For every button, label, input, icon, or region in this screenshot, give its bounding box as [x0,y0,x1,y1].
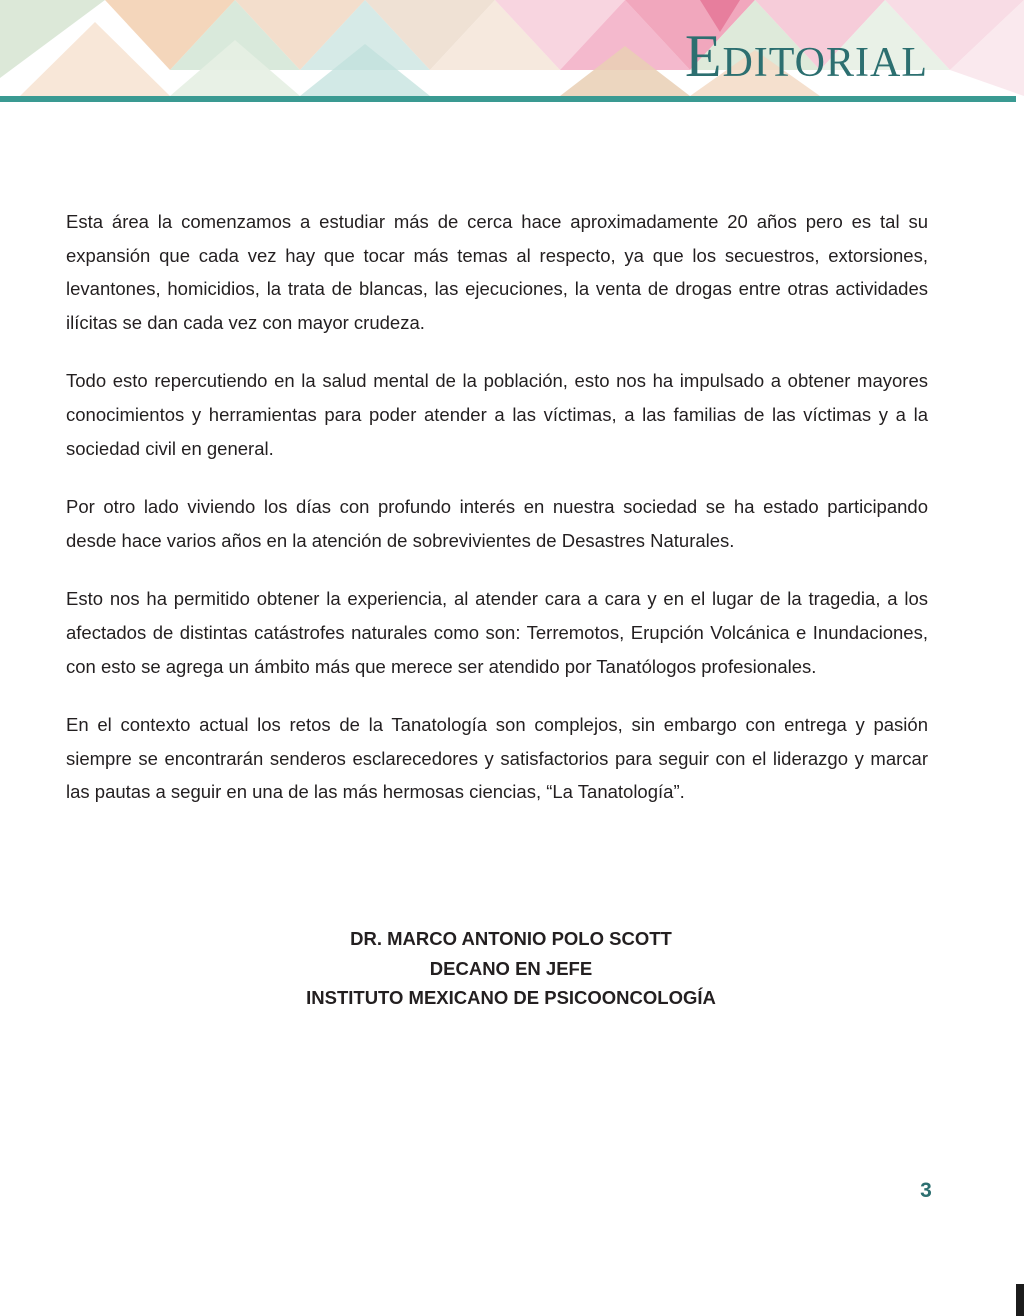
author-role: DECANO EN JEFE [429,957,593,979]
paragraph-3: Por otro lado viviendo los días con profundo interés en nuestra sociedad se ha estado participando desde hace varios años en la atención de sobrevivientes de Desastres Naturales. [66,496,928,551]
paragraph-2: Todo esto repercutiendo en la salud mental de la población, esto nos ha impulsado a obtener mayores conocimientos y herramientas para poder atender a las víctimas, a las familias de las víctimas y a la sociedad civil en general. [66,370,928,459]
signature-block [66,924,956,1013]
author-institution: INSTITUTO MEXICANO DE PSICOONCOLOGÍA [306,987,716,1008]
header-divider [0,96,1016,102]
paragraph-1: Esta área la comenzamos a estudiar más de cerca hace aproximadamente 20 años pero es tal su expansión que cada vez hay que tocar más temas al respecto, ya que los secuestros, extorsiones, levantones, homicidios, la trata de blancas, las ejecuciones, la venta de drogas entre otras actividades ilícitas se dan cada vez con mayor crudeza. [66,211,928,333]
page-edge-mark [1016,1284,1024,1316]
editorial-body [66,205,928,834]
page-header [0,0,1024,104]
paragraph-4: Esto nos ha permitido obtener la experiencia, al atender cara a cara y en el lugar de la tragedia, a los afectados de distintas catástrofes naturales como son: Terremotos, Erupción Volcánica e Inundaciones, con esto se agrega un ámbito más que merece ser atendido por Tanatólogos profesionales. [66,588,928,677]
page-number: 3 [920,1179,932,1202]
section-title: Editorial [684,23,928,89]
paragraph-5: En el contexto actual los retos de la Tanatología son complejos, sin embargo con entrega y pasión siempre se encontrarán senderos esclarecedores y satisfactorios para seguir con el liderazgo y marcar las pautas a seguir en una de las más hermosas ciencias, “La Tanatología”. [66,714,928,803]
author-name: DR. MARCO ANTONIO POLO SCOTT [350,928,672,949]
